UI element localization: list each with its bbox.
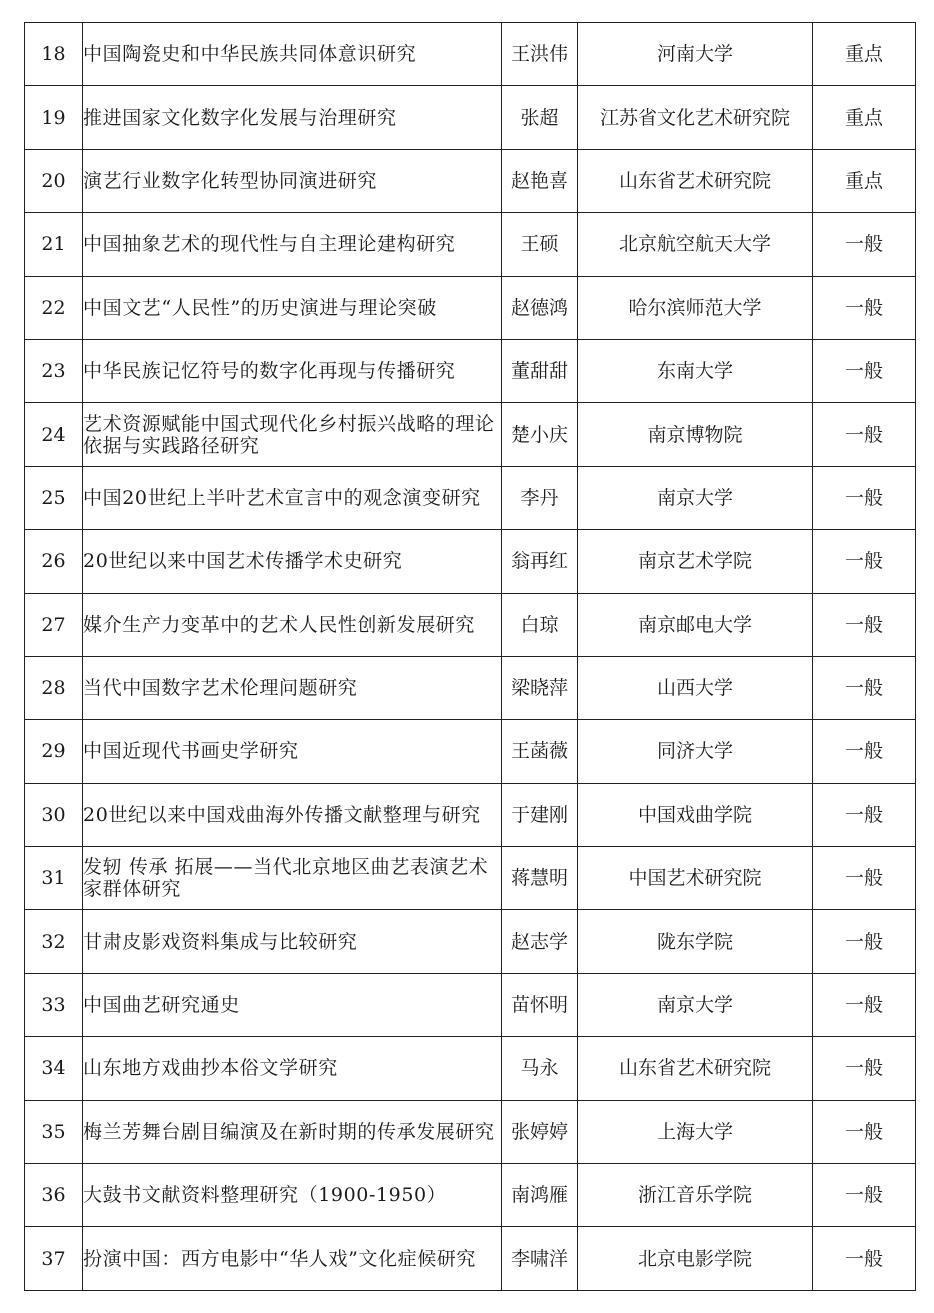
table-row: [25, 910, 916, 973]
project-title: 媒介生产力变革中的艺术人民性创新发展研究: [83, 593, 502, 656]
project-type: 一般: [813, 783, 916, 846]
project-title: 甘肃皮影戏资料集成与比较研究: [83, 910, 502, 973]
project-leader: 王洪伟: [502, 23, 578, 86]
row-number: 23: [25, 339, 83, 402]
table-row: [25, 466, 916, 529]
project-title: 梅兰芳舞台剧目编演及在新时期的传承发展研究: [83, 1100, 502, 1163]
project-unit: 江苏省文化艺术研究院: [578, 86, 813, 149]
project-type: 重点: [813, 23, 916, 86]
project-type: 重点: [813, 149, 916, 212]
row-number: 24: [25, 403, 83, 466]
project-leader: 张超: [502, 86, 578, 149]
project-title: 中国文艺“人民性”的历史演进与理论突破: [83, 276, 502, 339]
row-number: 21: [25, 213, 83, 276]
row-number: 32: [25, 910, 83, 973]
project-type: 一般: [813, 466, 916, 529]
project-type: 一般: [813, 213, 916, 276]
table-row: [25, 593, 916, 656]
project-leader: 李丹: [502, 466, 578, 529]
project-leader: 南鸿雁: [502, 1164, 578, 1227]
project-unit: 同济大学: [578, 720, 813, 783]
row-number: 26: [25, 530, 83, 593]
project-unit: 山西大学: [578, 656, 813, 719]
project-leader: 于建刚: [502, 783, 578, 846]
project-unit: 南京大学: [578, 973, 813, 1036]
project-type: 一般: [813, 530, 916, 593]
project-title: 中国曲艺研究通史: [83, 973, 502, 1036]
project-type: 重点: [813, 86, 916, 149]
project-title: 中国近现代书画史学研究: [83, 720, 502, 783]
project-leader: 张婷婷: [502, 1100, 578, 1163]
project-leader: 蒋慧明: [502, 847, 578, 910]
project-unit: 哈尔滨师范大学: [578, 276, 813, 339]
project-unit: 中国艺术研究院: [578, 847, 813, 910]
project-leader: 白琼: [502, 593, 578, 656]
project-type: 一般: [813, 339, 916, 402]
row-number: 34: [25, 1037, 83, 1100]
table-row: [25, 86, 916, 149]
project-type: 一般: [813, 656, 916, 719]
project-title: 20世纪以来中国艺术传播学术史研究: [83, 530, 502, 593]
table-row: [25, 1037, 916, 1100]
project-unit: 山东省艺术研究院: [578, 149, 813, 212]
project-table-body: [25, 23, 916, 1291]
row-number: 33: [25, 973, 83, 1036]
project-leader: 楚小庆: [502, 403, 578, 466]
project-unit: 上海大学: [578, 1100, 813, 1163]
project-leader: 赵艳喜: [502, 149, 578, 212]
project-title: 发轫 传承 拓展——当代北京地区曲艺表演艺术家群体研究: [83, 847, 502, 910]
project-unit: 南京艺术学院: [578, 530, 813, 593]
table-row: [25, 973, 916, 1036]
project-leader: 马永: [502, 1037, 578, 1100]
row-number: 29: [25, 720, 83, 783]
row-number: 19: [25, 86, 83, 149]
project-title: 中国陶瓷史和中华民族共同体意识研究: [83, 23, 502, 86]
row-number: 22: [25, 276, 83, 339]
project-unit: 南京博物院: [578, 403, 813, 466]
project-type: 一般: [813, 276, 916, 339]
project-leader: 赵德鸿: [502, 276, 578, 339]
table-row: [25, 1164, 916, 1227]
table-row: [25, 339, 916, 402]
project-leader: 梁晓萍: [502, 656, 578, 719]
project-leader: 苗怀明: [502, 973, 578, 1036]
project-type: 一般: [813, 720, 916, 783]
project-type: 一般: [813, 910, 916, 973]
project-leader: 李啸洋: [502, 1227, 578, 1290]
project-unit: 河南大学: [578, 23, 813, 86]
table-row: [25, 847, 916, 910]
project-title: 中华民族记忆符号的数字化再现与传播研究: [83, 339, 502, 402]
table-row: [25, 656, 916, 719]
row-number: 18: [25, 23, 83, 86]
project-title: 扮演中国：西方电影中“华人戏”文化症候研究: [83, 1227, 502, 1290]
project-unit: 山东省艺术研究院: [578, 1037, 813, 1100]
project-unit: 浙江音乐学院: [578, 1164, 813, 1227]
row-number: 20: [25, 149, 83, 212]
table-row: [25, 720, 916, 783]
row-number: 27: [25, 593, 83, 656]
row-number: 35: [25, 1100, 83, 1163]
project-title: 山东地方戏曲抄本俗文学研究: [83, 1037, 502, 1100]
project-unit: 北京航空航天大学: [578, 213, 813, 276]
project-type: 一般: [813, 973, 916, 1036]
project-unit: 陇东学院: [578, 910, 813, 973]
project-type: 一般: [813, 1227, 916, 1290]
table-row: [25, 1100, 916, 1163]
project-unit: 中国戏曲学院: [578, 783, 813, 846]
row-number: 30: [25, 783, 83, 846]
project-type: 一般: [813, 403, 916, 466]
project-table: [24, 22, 916, 1291]
project-unit: 北京电影学院: [578, 1227, 813, 1290]
row-number: 31: [25, 847, 83, 910]
project-title: 艺术资源赋能中国式现代化乡村振兴战略的理论依据与实践路径研究: [83, 403, 502, 466]
project-type: 一般: [813, 1037, 916, 1100]
project-title: 演艺行业数字化转型协同演进研究: [83, 149, 502, 212]
table-row: [25, 530, 916, 593]
table-row: [25, 783, 916, 846]
table-row: [25, 403, 916, 466]
project-leader: 王硕: [502, 213, 578, 276]
project-type: 一般: [813, 1100, 916, 1163]
project-type: 一般: [813, 593, 916, 656]
project-type: 一般: [813, 847, 916, 910]
row-number: 36: [25, 1164, 83, 1227]
project-title: 大鼓书文献资料整理研究（1900-1950）: [83, 1164, 502, 1227]
project-title: 中国抽象艺术的现代性与自主理论建构研究: [83, 213, 502, 276]
table-row: [25, 23, 916, 86]
project-unit: 南京邮电大学: [578, 593, 813, 656]
project-title: 推进国家文化数字化发展与治理研究: [83, 86, 502, 149]
project-leader: 赵志学: [502, 910, 578, 973]
project-type: 一般: [813, 1164, 916, 1227]
table-row: [25, 149, 916, 212]
project-title: 20世纪以来中国戏曲海外传播文献整理与研究: [83, 783, 502, 846]
project-unit: 南京大学: [578, 466, 813, 529]
row-number: 28: [25, 656, 83, 719]
project-title: 中国20世纪上半叶艺术宣言中的观念演变研究: [83, 466, 502, 529]
table-row: [25, 276, 916, 339]
row-number: 37: [25, 1227, 83, 1290]
row-number: 25: [25, 466, 83, 529]
project-title: 当代中国数字艺术伦理问题研究: [83, 656, 502, 719]
table-row: [25, 213, 916, 276]
project-leader: 翁再红: [502, 530, 578, 593]
table-row: [25, 1227, 916, 1290]
project-leader: 王菡薇: [502, 720, 578, 783]
project-unit: 东南大学: [578, 339, 813, 402]
project-leader: 董甜甜: [502, 339, 578, 402]
